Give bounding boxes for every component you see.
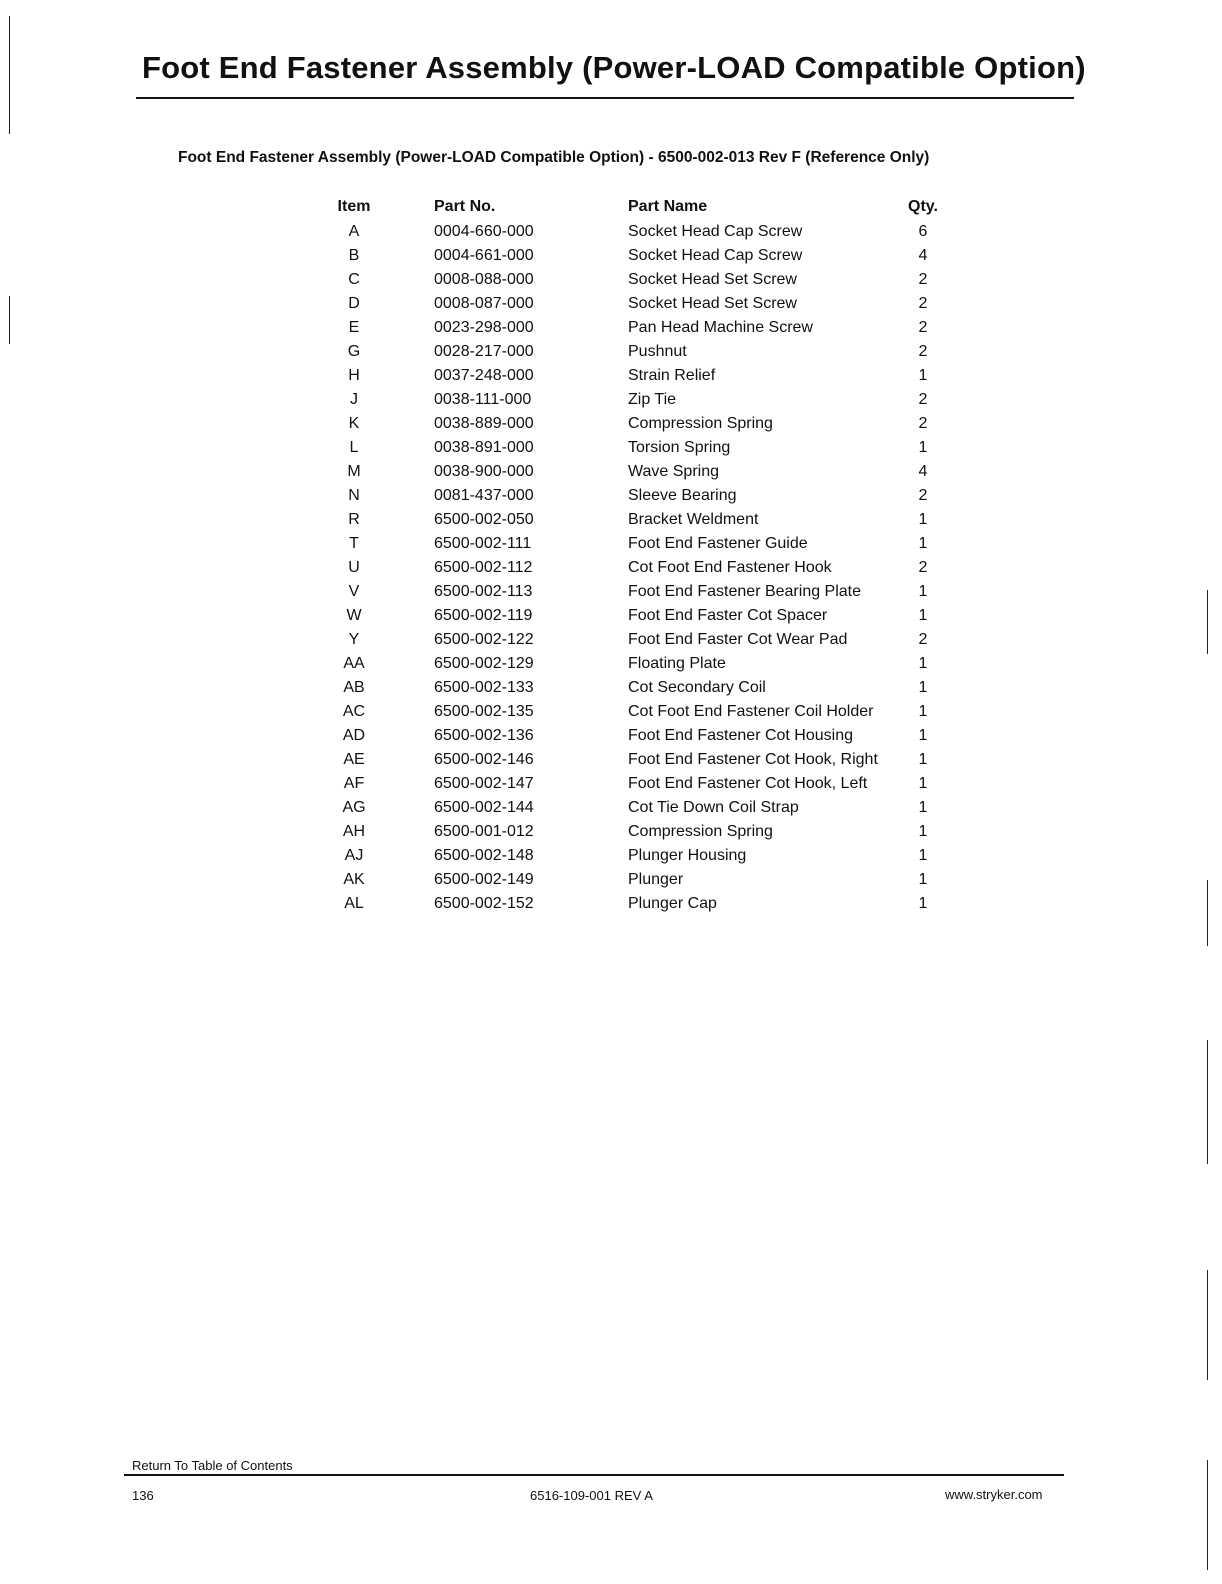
item-cell: G (347, 343, 361, 360)
table-row (320, 508, 948, 532)
part-number-cell: 6500-001-012 (434, 823, 534, 840)
item-cell: AJ (344, 847, 364, 864)
table-row (320, 220, 948, 244)
part-name-cell: Foot End Faster Cot Wear Pad (628, 631, 848, 648)
part-name-cell: Compression Spring (628, 415, 773, 432)
item-cell: C (348, 271, 360, 288)
quantity-cell: 1 (918, 775, 928, 792)
part-number-cell: 0038-891-000 (434, 439, 534, 456)
left-margin-mark (9, 16, 10, 134)
part-name-cell: Cot Foot End Fastener Coil Holder (628, 703, 874, 720)
part-number-cell: 0037-248-000 (434, 367, 534, 384)
item-cell: L (349, 439, 359, 456)
table-row (320, 316, 948, 340)
part-name-cell: Foot End Fastener Bearing Plate (628, 583, 862, 600)
column-header-part-name: Part Name (628, 198, 708, 215)
right-margin-mark (1207, 880, 1208, 946)
table-row (320, 676, 948, 700)
item-cell: K (348, 415, 360, 432)
document-number: 6516-109-001 REV A (530, 1488, 653, 1503)
quantity-cell: 1 (918, 823, 928, 840)
table-row (320, 268, 948, 292)
part-number-cell: 6500-002-113 (434, 583, 533, 600)
item-cell: Y (348, 631, 360, 648)
quantity-cell: 4 (918, 463, 928, 480)
table-row (320, 628, 948, 652)
part-name-cell: Torsion Spring (628, 439, 731, 456)
item-cell: AL (344, 895, 364, 912)
item-cell: M (347, 463, 361, 480)
quantity-cell: 6 (918, 223, 928, 240)
part-name-cell: Socket Head Set Screw (628, 271, 797, 288)
part-number-cell: 6500-002-112 (434, 559, 533, 576)
part-number-cell: 6500-002-147 (434, 775, 534, 792)
quantity-cell: 1 (918, 655, 928, 672)
part-number-cell: 0008-087-000 (434, 295, 534, 312)
part-number-cell: 0038-889-000 (434, 415, 534, 432)
table-row (320, 388, 948, 412)
table-row (320, 748, 948, 772)
item-cell: AH (342, 823, 366, 840)
part-name-cell: Cot Tie Down Coil Strap (628, 799, 799, 816)
item-cell: AF (343, 775, 365, 792)
part-name-cell: Sleeve Bearing (628, 487, 737, 504)
table-row (320, 796, 948, 820)
item-cell: AB (343, 679, 365, 696)
part-number-cell: 0023-298-000 (434, 319, 534, 336)
footer-rule (124, 1474, 1064, 1476)
part-name-cell: Pan Head Machine Screw (628, 319, 813, 336)
website-url: www.stryker.com (945, 1487, 1043, 1502)
item-cell: AE (343, 751, 365, 768)
title-rule (136, 97, 1074, 99)
part-name-cell: Floating Plate (628, 655, 726, 672)
quantity-cell: 1 (918, 895, 928, 912)
page-title: Foot End Fastener Assembly (Power-LOAD Compatible Option) (142, 50, 1086, 85)
table-row (320, 556, 948, 580)
part-name-cell: Wave Spring (628, 463, 719, 480)
quantity-cell: 2 (918, 271, 928, 288)
table-row (320, 364, 948, 388)
table-row (320, 820, 948, 844)
table-row (320, 460, 948, 484)
quantity-cell: 1 (918, 847, 928, 864)
item-cell: A (348, 223, 360, 240)
table-row (320, 292, 948, 316)
left-margin-mark (9, 296, 10, 344)
part-number-cell: 0038-111-000 (434, 391, 532, 408)
quantity-cell: 2 (918, 559, 928, 576)
part-name-cell: Compression Spring (628, 823, 773, 840)
table-row (320, 892, 948, 916)
quantity-cell: 1 (918, 751, 928, 768)
item-cell: E (348, 319, 360, 336)
part-name-cell: Socket Head Cap Screw (628, 247, 803, 264)
quantity-cell: 1 (918, 607, 928, 624)
part-name-cell: Pushnut (628, 343, 687, 360)
quantity-cell: 1 (918, 367, 928, 384)
quantity-cell: 1 (918, 583, 928, 600)
table-header-row (320, 194, 948, 220)
part-name-cell: Plunger (628, 871, 684, 888)
column-header-part-no: Part No. (434, 198, 496, 215)
item-cell: V (348, 583, 360, 600)
part-number-cell: 0028-217-000 (434, 343, 534, 360)
column-header-item: Item (337, 198, 371, 215)
item-cell: R (348, 511, 360, 528)
item-cell: U (348, 559, 360, 576)
item-cell: W (346, 607, 362, 624)
part-number-cell: 6500-002-129 (434, 655, 534, 672)
part-number-cell: 0008-088-000 (434, 271, 534, 288)
part-number-cell: 6500-002-111 (434, 535, 532, 552)
table-row (320, 436, 948, 460)
part-name-cell: Cot Secondary Coil (628, 679, 766, 696)
quantity-cell: 2 (918, 391, 928, 408)
part-name-cell: Strain Relief (628, 367, 716, 384)
part-name-cell: Plunger Housing (628, 847, 747, 864)
part-number-cell: 6500-002-152 (434, 895, 534, 912)
item-cell: J (350, 391, 358, 408)
table-row (320, 580, 948, 604)
quantity-cell: 1 (918, 511, 928, 528)
right-margin-mark (1207, 1040, 1208, 1164)
table-row (320, 532, 948, 556)
part-name-cell: Foot End Faster Cot Spacer (628, 607, 828, 624)
item-cell: AA (343, 655, 365, 672)
item-cell: H (348, 367, 360, 384)
quantity-cell: 1 (918, 727, 928, 744)
part-number-cell: 6500-002-136 (434, 727, 534, 744)
part-name-cell: Bracket Weldment (628, 511, 759, 528)
part-number-cell: 6500-002-144 (434, 799, 534, 816)
quantity-cell: 2 (918, 415, 928, 432)
quantity-cell: 2 (918, 631, 928, 648)
table-row (320, 772, 948, 796)
item-cell: B (348, 247, 360, 264)
table-row (320, 652, 948, 676)
item-cell: AG (342, 799, 366, 816)
part-name-cell: Foot End Fastener Cot Hook, Right (628, 751, 878, 768)
table-row (320, 340, 948, 364)
item-cell: D (348, 295, 360, 312)
quantity-cell: 2 (918, 319, 928, 336)
part-name-cell: Foot End Fastener Cot Hook, Left (628, 775, 868, 792)
page-number: 136 (132, 1488, 154, 1503)
item-cell: AD (342, 727, 366, 744)
part-name-cell: Foot End Fastener Guide (628, 535, 808, 552)
quantity-cell: 1 (918, 871, 928, 888)
quantity-cell: 1 (918, 439, 928, 456)
part-number-cell: 0004-660-000 (434, 223, 534, 240)
table-row (320, 844, 948, 868)
item-cell: T (349, 535, 359, 552)
table-row (320, 724, 948, 748)
table-row (320, 868, 948, 892)
return-to-toc-link[interactable]: Return To Table of Contents (132, 1458, 293, 1473)
quantity-cell: 1 (918, 679, 928, 696)
right-margin-mark (1207, 1270, 1208, 1380)
part-number-cell: 6500-002-146 (434, 751, 534, 768)
column-header-qty: Qty. (908, 198, 938, 215)
assembly-subtitle: Foot End Fastener Assembly (Power-LOAD Compatible Option) - 6500-002-013 Rev F (Reference Only) (178, 149, 930, 166)
right-margin-mark (1207, 590, 1208, 654)
table-row (320, 604, 948, 628)
quantity-cell: 2 (918, 487, 928, 504)
table-row (320, 412, 948, 436)
part-name-cell: Socket Head Cap Screw (628, 223, 803, 240)
part-number-cell: 6500-002-122 (434, 631, 534, 648)
table-row (320, 244, 948, 268)
part-name-cell: Socket Head Set Screw (628, 295, 797, 312)
part-number-cell: 6500-002-149 (434, 871, 534, 888)
quantity-cell: 1 (918, 703, 928, 720)
part-number-cell: 6500-002-148 (434, 847, 534, 864)
part-number-cell: 6500-002-133 (434, 679, 534, 696)
quantity-cell: 4 (918, 247, 928, 264)
part-number-cell: 6500-002-135 (434, 703, 534, 720)
item-cell: N (348, 487, 360, 504)
part-number-cell: 0081-437-000 (434, 487, 534, 504)
part-number-cell: 0038-900-000 (434, 463, 534, 480)
item-cell: AK (343, 871, 365, 888)
quantity-cell: 2 (918, 343, 928, 360)
quantity-cell: 1 (918, 535, 928, 552)
part-name-cell: Plunger Cap (628, 895, 717, 912)
parts-table (320, 194, 948, 916)
part-name-cell: Foot End Fastener Cot Housing (628, 727, 854, 744)
item-cell: AC (342, 703, 366, 720)
part-number-cell: 6500-002-119 (434, 607, 533, 624)
part-number-cell: 6500-002-050 (434, 511, 534, 528)
quantity-cell: 2 (918, 295, 928, 312)
table-row (320, 484, 948, 508)
part-number-cell: 0004-661-000 (434, 247, 534, 264)
right-margin-mark (1207, 1460, 1208, 1570)
quantity-cell: 1 (918, 799, 928, 816)
table-row (320, 700, 948, 724)
part-name-cell: Zip Tie (628, 391, 677, 408)
parts-table-body (320, 220, 948, 916)
part-name-cell: Cot Foot End Fastener Hook (628, 559, 832, 576)
